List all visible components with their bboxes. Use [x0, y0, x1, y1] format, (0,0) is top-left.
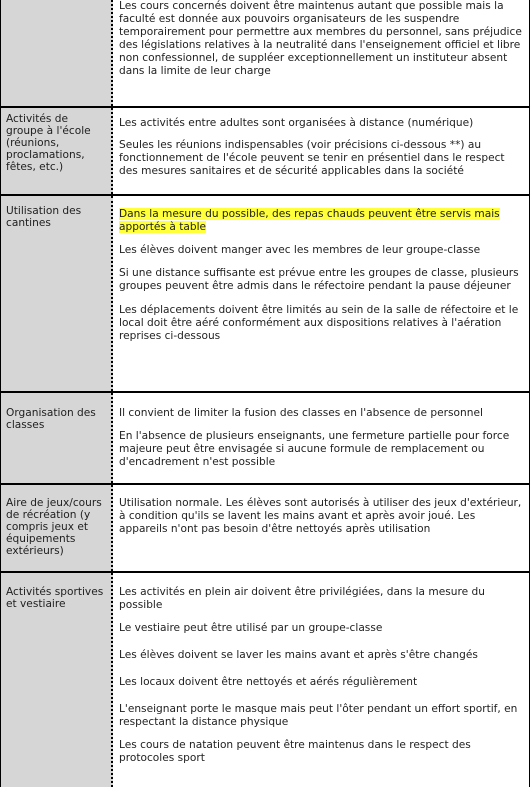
- paragraph: Les déplacements doivent être limités au sein de la salle de réfectoire et le local doit être aéré conformément aux dispositions relatives à l'aération reprises ci-dessous: [119, 304, 519, 342]
- row-label: Utilisation des cantines: [1, 196, 113, 391]
- row-label: Organisation des classes: [1, 393, 113, 483]
- table-row: [1, 108, 529, 196]
- paragraph: Le vestiaire peut être utilisé par un groupe-classe: [119, 622, 383, 634]
- row-content: [113, 573, 529, 787]
- highlighted-text: Dans la mesure du possible, des repas chauds peuvent être servis mais apportés à table: [119, 208, 500, 233]
- paragraph: Seules les réunions indispensables (voir précisions ci-dessous **) au fonctionnement de l'école peuvent se tenir en présentiel dans le respect des mesures sanitaires et de sécurité applicables dans la société: [119, 139, 505, 177]
- paragraph: [119, 208, 523, 234]
- row-content: [113, 393, 529, 483]
- row-content: [113, 108, 529, 194]
- paragraph: Les activités entre adultes sont organisées à distance (numérique): [119, 117, 474, 129]
- table-row: [1, 485, 529, 573]
- paragraph: Les élèves doivent manger avec les membres de leur groupe-classe: [119, 244, 481, 256]
- table-row: [1, 0, 529, 108]
- paragraph: Si une distance suffisante est prévue entre les groupes de classe, plusieurs groupes peuvent être admis dans le réfectoire pendant la pause déjeuner: [119, 267, 519, 292]
- paragraph: Les locaux doivent être nettoyés et aérés régulièrement: [119, 676, 418, 688]
- paragraph: Les cours concernés doivent être maintenus autant que possible mais la faculté est donnée aux pouvoirs organisateurs de les suspendre temporairement pour permettre aux membres du personnel, sans préjudice des législations relatives à la neutralité dans l'enseignement officiel et libre non confessionnel, de suppléer exceptionnellement un instituteur absent dans la limite de leur charge: [119, 0, 522, 77]
- paragraph: Les cours de natation peuvent être maintenus dans le respect des protocoles sport: [119, 739, 471, 764]
- table-row: [1, 196, 529, 393]
- row-content: [113, 485, 529, 571]
- row-label: Activités sportives et vestiaire: [1, 573, 113, 787]
- paragraph: L'enseignant porte le masque mais peut l'ôter pendant un effort sportif, en respectant la distance physique: [119, 703, 518, 728]
- table-row: [1, 393, 529, 485]
- paragraph: Les activités en plein air doivent être privilégiées, dans la mesure du possible: [119, 586, 485, 611]
- table-row: [1, 573, 529, 787]
- paragraph: En l'absence de plusieurs enseignants, une fermeture partielle pour force majeure peut être envisagée si aucune formule de remplacement ou d'encadrement n'est possible: [119, 430, 510, 468]
- paragraph: Utilisation normale. Les élèves sont autorisés à utiliser des jeux d'extérieur, à condition qu'ils se lavent les mains avant et après avoir joué. Les appareils n'ont pas besoin d'être nettoyés après utilisation: [119, 497, 522, 535]
- row-label: Activités de groupe à l'école (réunions, proclamations, fêtes, etc.): [1, 108, 113, 194]
- row-content: [113, 0, 529, 106]
- paragraph: Les élèves doivent se laver les mains avant et après s'être changés: [119, 649, 478, 661]
- row-label: Aire de jeux/cours de récréation (y compris jeux et équipements extérieurs): [1, 485, 113, 571]
- paragraph: Il convient de limiter la fusion des classes en l'absence de personnel: [119, 407, 483, 419]
- row-content: [113, 196, 529, 391]
- row-label: [1, 0, 113, 106]
